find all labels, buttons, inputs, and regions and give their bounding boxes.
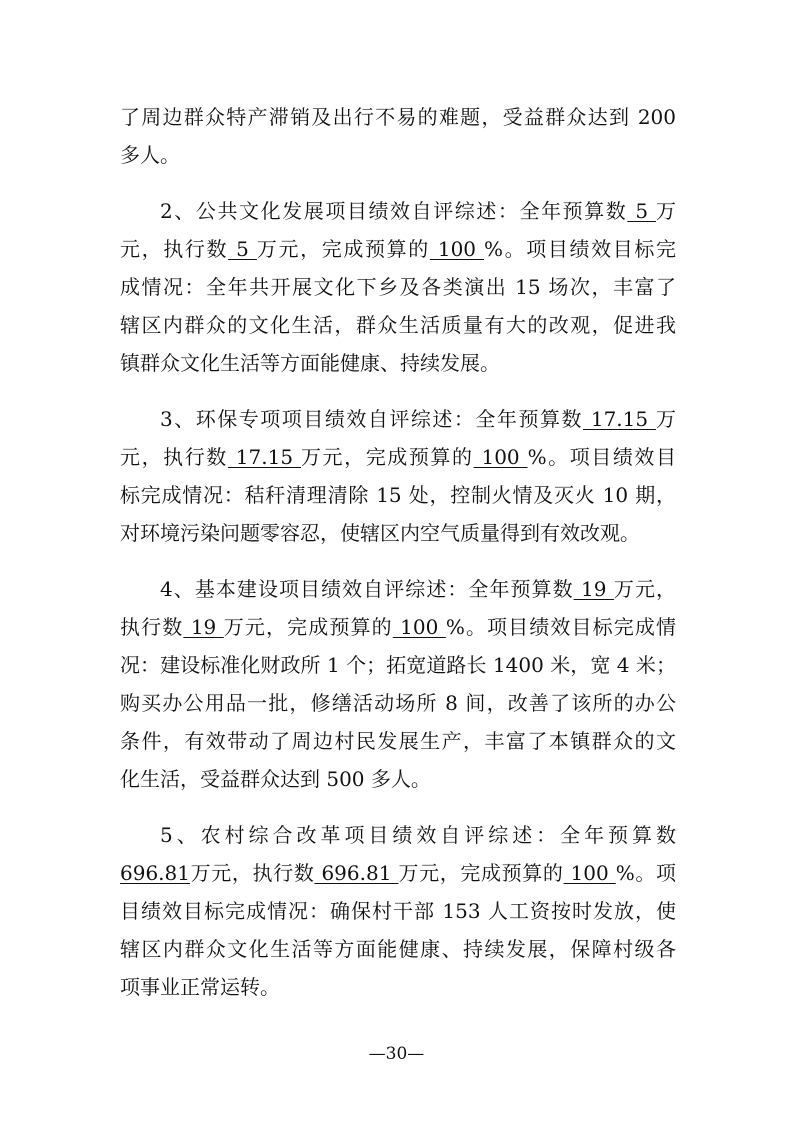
text-segment: %。项目绩效目标完 — [484, 237, 677, 261]
text-line — [120, 192, 676, 230]
paragraph-item-3-environment — [120, 400, 676, 552]
text-segment: 多人。 — [120, 143, 180, 167]
paragraph-item-5-rural-reform — [120, 816, 676, 1006]
text-line — [120, 646, 676, 684]
text-segment: 况：建设标准化财政所 1 个；拓宽道路长 1400 米，宽 4 米； — [120, 653, 676, 677]
text-line — [120, 608, 676, 646]
text-segment: 项事业正常运转。 — [120, 975, 280, 999]
text-segment: 万 — [655, 407, 676, 431]
text-line — [120, 684, 676, 722]
text-segment: 万元，完成预算的 — [223, 615, 393, 639]
text-segment: 元，执行数 — [120, 237, 229, 261]
text-segment: 万元，完成预算的 — [398, 861, 564, 885]
text-segment: 对环境污染问题零容忍，使辖区内空气质量得到有效改观。 — [120, 521, 640, 545]
text-line — [120, 514, 676, 552]
text-segment: 万元，完成预算的 — [300, 445, 474, 469]
underlined-value: 17.15 — [582, 407, 656, 431]
text-line — [120, 760, 676, 798]
text-segment: 了周边群众特产滞销及出行不易的难题，受益群众达到 200 — [120, 105, 676, 129]
text-line — [120, 136, 676, 174]
paragraph-item-4-construction — [120, 570, 676, 798]
text-line — [120, 306, 676, 344]
text-segment: 万 — [655, 199, 676, 223]
document-body — [120, 98, 676, 1024]
paragraph-item-2-public-culture — [120, 192, 676, 382]
text-segment: 3、环保专项项目绩效自评综述：全年预算数 — [160, 407, 583, 431]
underlined-value: 5 — [627, 199, 656, 223]
underlined-value: 100 — [473, 445, 528, 469]
underlined-value: 696.81 — [120, 861, 190, 885]
text-segment: %。项 — [615, 861, 676, 885]
underlined-value: 100 — [392, 615, 446, 639]
text-segment: 4、基本建设项目绩效自评综述：全年预算数 — [160, 577, 574, 601]
text-segment: 标完成情况：秸秆清理清除 15 处，控制火情及灭火 10 期， — [120, 483, 676, 507]
underlined-value: 19 — [183, 615, 224, 639]
text-segment: 辖区内群众的文化生活，群众生活质量有大的改观，促进我 — [120, 313, 676, 337]
text-line — [120, 816, 676, 854]
text-segment: 辖区内群众文化生活等方面能健康、持续发展，保障村级各 — [120, 937, 676, 961]
text-segment: 执行数 — [120, 615, 184, 639]
text-line — [120, 400, 676, 438]
underlined-value: 19 — [573, 577, 614, 601]
paragraph-intro-continuation — [120, 98, 676, 174]
underlined-value: 17.15 — [227, 445, 301, 469]
text-segment: 目绩效目标完成情况：确保村干部 153 人工资按时发放，使 — [120, 899, 676, 923]
text-segment: 万元，完成预算的 — [256, 237, 430, 261]
underlined-value: 100 — [429, 237, 484, 261]
text-segment: 成情况：全年共开展文化下乡及各类演出 15 场次，丰富了 — [120, 275, 676, 299]
text-segment: 5、农村综合改革项目绩效自评综述：全年预算数 — [160, 823, 676, 847]
text-line — [120, 968, 676, 1006]
text-line — [120, 930, 676, 968]
page-number: —30— — [368, 1044, 425, 1064]
text-line — [120, 476, 676, 514]
underlined-value: 100 — [563, 861, 616, 885]
text-segment: 化生活，受益群众达到 500 多人。 — [120, 767, 431, 791]
underlined-value: 5 — [228, 237, 257, 261]
text-segment: 2、公共文化发展项目绩效自评综述：全年预算数 — [160, 199, 628, 223]
text-segment: 购买办公用品一批，修缮活动场所 8 间，改善了该所的办公 — [120, 691, 676, 715]
text-segment: 万元， — [613, 577, 676, 601]
text-segment: 条件，有效带动了周边村民发展生产，丰富了本镇群众的文 — [120, 729, 676, 753]
text-line — [120, 98, 676, 136]
text-segment: 元，执行数 — [120, 445, 228, 469]
text-line — [120, 570, 676, 608]
text-line — [120, 892, 676, 930]
text-line — [120, 438, 676, 476]
text-segment: 万元，执行数 — [189, 861, 315, 885]
text-segment: 镇群众文化生活等方面能健康、持续发展。 — [120, 351, 500, 375]
text-line — [120, 722, 676, 760]
text-line — [120, 268, 676, 306]
text-line — [120, 344, 676, 382]
text-line — [120, 230, 676, 268]
text-line — [120, 854, 676, 892]
text-segment: %。项目绩效目 — [527, 445, 677, 469]
underlined-value: 696.81 — [314, 861, 399, 885]
text-segment: %。项目绩效目标完成情 — [445, 615, 677, 639]
